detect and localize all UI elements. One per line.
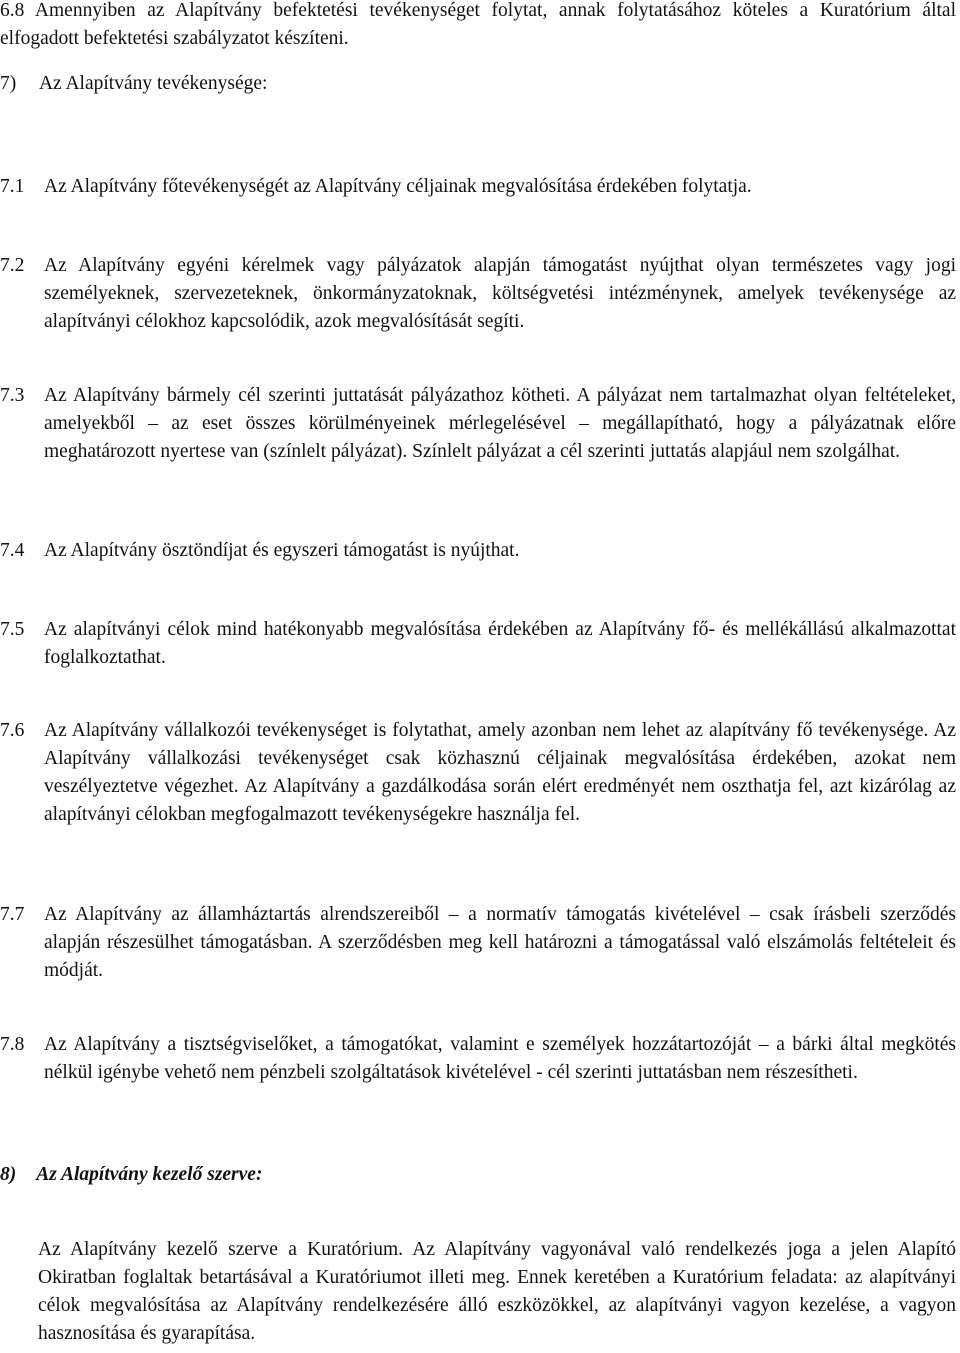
section-7-heading <box>0 70 267 98</box>
item-text: Az Alapítvány főtevékenységét az Alapítvány céljainak megvalósítása érdekében folytatja. <box>44 176 752 197</box>
item-number: 7.3 <box>0 385 25 406</box>
item-7-5 <box>0 616 956 672</box>
item-text: Az alapítványi célok mind hatékonyabb megvalósítása érdekében az Alapítvány fő- és mellékállású alkalmazottat foglalkoztathat. <box>44 619 956 668</box>
item-number: 7.4 <box>0 540 25 561</box>
section-8-number: 8) <box>0 1164 17 1185</box>
item-7-7 <box>0 901 956 985</box>
item-number: 7.5 <box>0 619 25 640</box>
paragraph-8 <box>38 1236 956 1348</box>
item-text: Az Alapítvány bármely cél szerinti juttatását pályázathoz kötheti. A pályázat nem tartalmazhat olyan feltételeket, amelyekből – az eset összes körülményeinek mérlegelésével – megállapítható, hogy a pályázatnak előre meghatározott nyertese van (színlelt pályázat). Színlelt pályázat a cél szerinti juttatás alapjául nem szolgálhat. <box>44 385 956 462</box>
item-7-2 <box>0 252 956 336</box>
item-text: Az Alapítvány ösztöndíjat és egyszeri támogatást is nyújthat. <box>44 540 520 561</box>
item-text: Az Alapítvány a tisztségviselőket, a támogatókat, valamint e személyek hozzátartozóját – a bárki által megkötés nélkül igénybe vehető nem pénzbeli szolgáltatások kivételével - cél szerinti juttatásban nem részesítheti. <box>44 1034 956 1083</box>
item-number: 7.6 <box>0 720 25 741</box>
paragraph-6-8 <box>0 0 956 53</box>
item-number: 7.1 <box>0 176 25 197</box>
item-number: 7.2 <box>0 255 25 276</box>
item-text: Az Alapítvány az államháztartás alrendszereiből – a normatív támogatás kivételével – csak írásbeli szerződés alapján részesülhet támogatásban. A szerződésben meg kell határozni a támogatással való elszámolás feltételeit és módját. <box>44 904 956 981</box>
item-7-4 <box>0 537 956 565</box>
item-number: 7.7 <box>0 904 25 925</box>
paragraph-8-text: Az Alapítvány kezelő szerve a Kuratórium. Az Alapítvány vagyonával való rendelkezés joga a jelen Alapító Okiratban foglaltak betartásával a Kuratóriumot illeti meg. Ennek keretében a Kuratórium feladata: az alapítványi célok megvalósítása az Alapítvány rendelkezésére álló eszközökkel, az alapítványi vagyon kezelése, a vagyon hasznosítása és gyarapítása. <box>38 1239 956 1344</box>
section-8-title: Az Alapítvány kezelő szerve: <box>36 1164 263 1185</box>
item-7-1 <box>0 173 956 201</box>
item-7-6 <box>0 717 956 829</box>
section-7-number: 7) <box>0 73 17 94</box>
section-7-title: Az Alapítvány tevékenysége: <box>38 73 268 94</box>
item-text: Az Alapítvány vállalkozói tevékenységet is folytathat, amely azonban nem lehet az alapítvány fő tevékenysége. Az Alapítvány vállalkozási tevékenységet csak közhasznú céljainak megvalósítása érdekében, azokat nem veszélyeztetve végezhet. Az Alapítvány a gazdálkodása során elért eredményét nem oszthatja fel, azt kizárólag az alapítványi célokban megfogalmazott tevékenységekre használja fel. <box>44 720 956 825</box>
item-7-8 <box>0 1031 956 1087</box>
item-number: 7.8 <box>0 1034 25 1055</box>
section-8-heading <box>0 1161 262 1189</box>
item-text: Az Alapítvány egyéni kérelmek vagy pályázatok alapján támogatást nyújthat olyan természetes vagy jogi személyeknek, szervezeteknek, önkormányzatoknak, költségvetési intézménynek, amelyek tevékenysége az alapítványi célokhoz kapcsolódik, azok megvalósítását segíti. <box>44 255 956 332</box>
paragraph-6-8-text: 6.8 Amennyiben az Alapítvány befektetési tevékenységet folytat, annak folytatásához köteles a Kuratórium által elfogadott befektetési szabályzatot készíteni. <box>0 0 956 49</box>
item-7-3 <box>0 382 956 466</box>
